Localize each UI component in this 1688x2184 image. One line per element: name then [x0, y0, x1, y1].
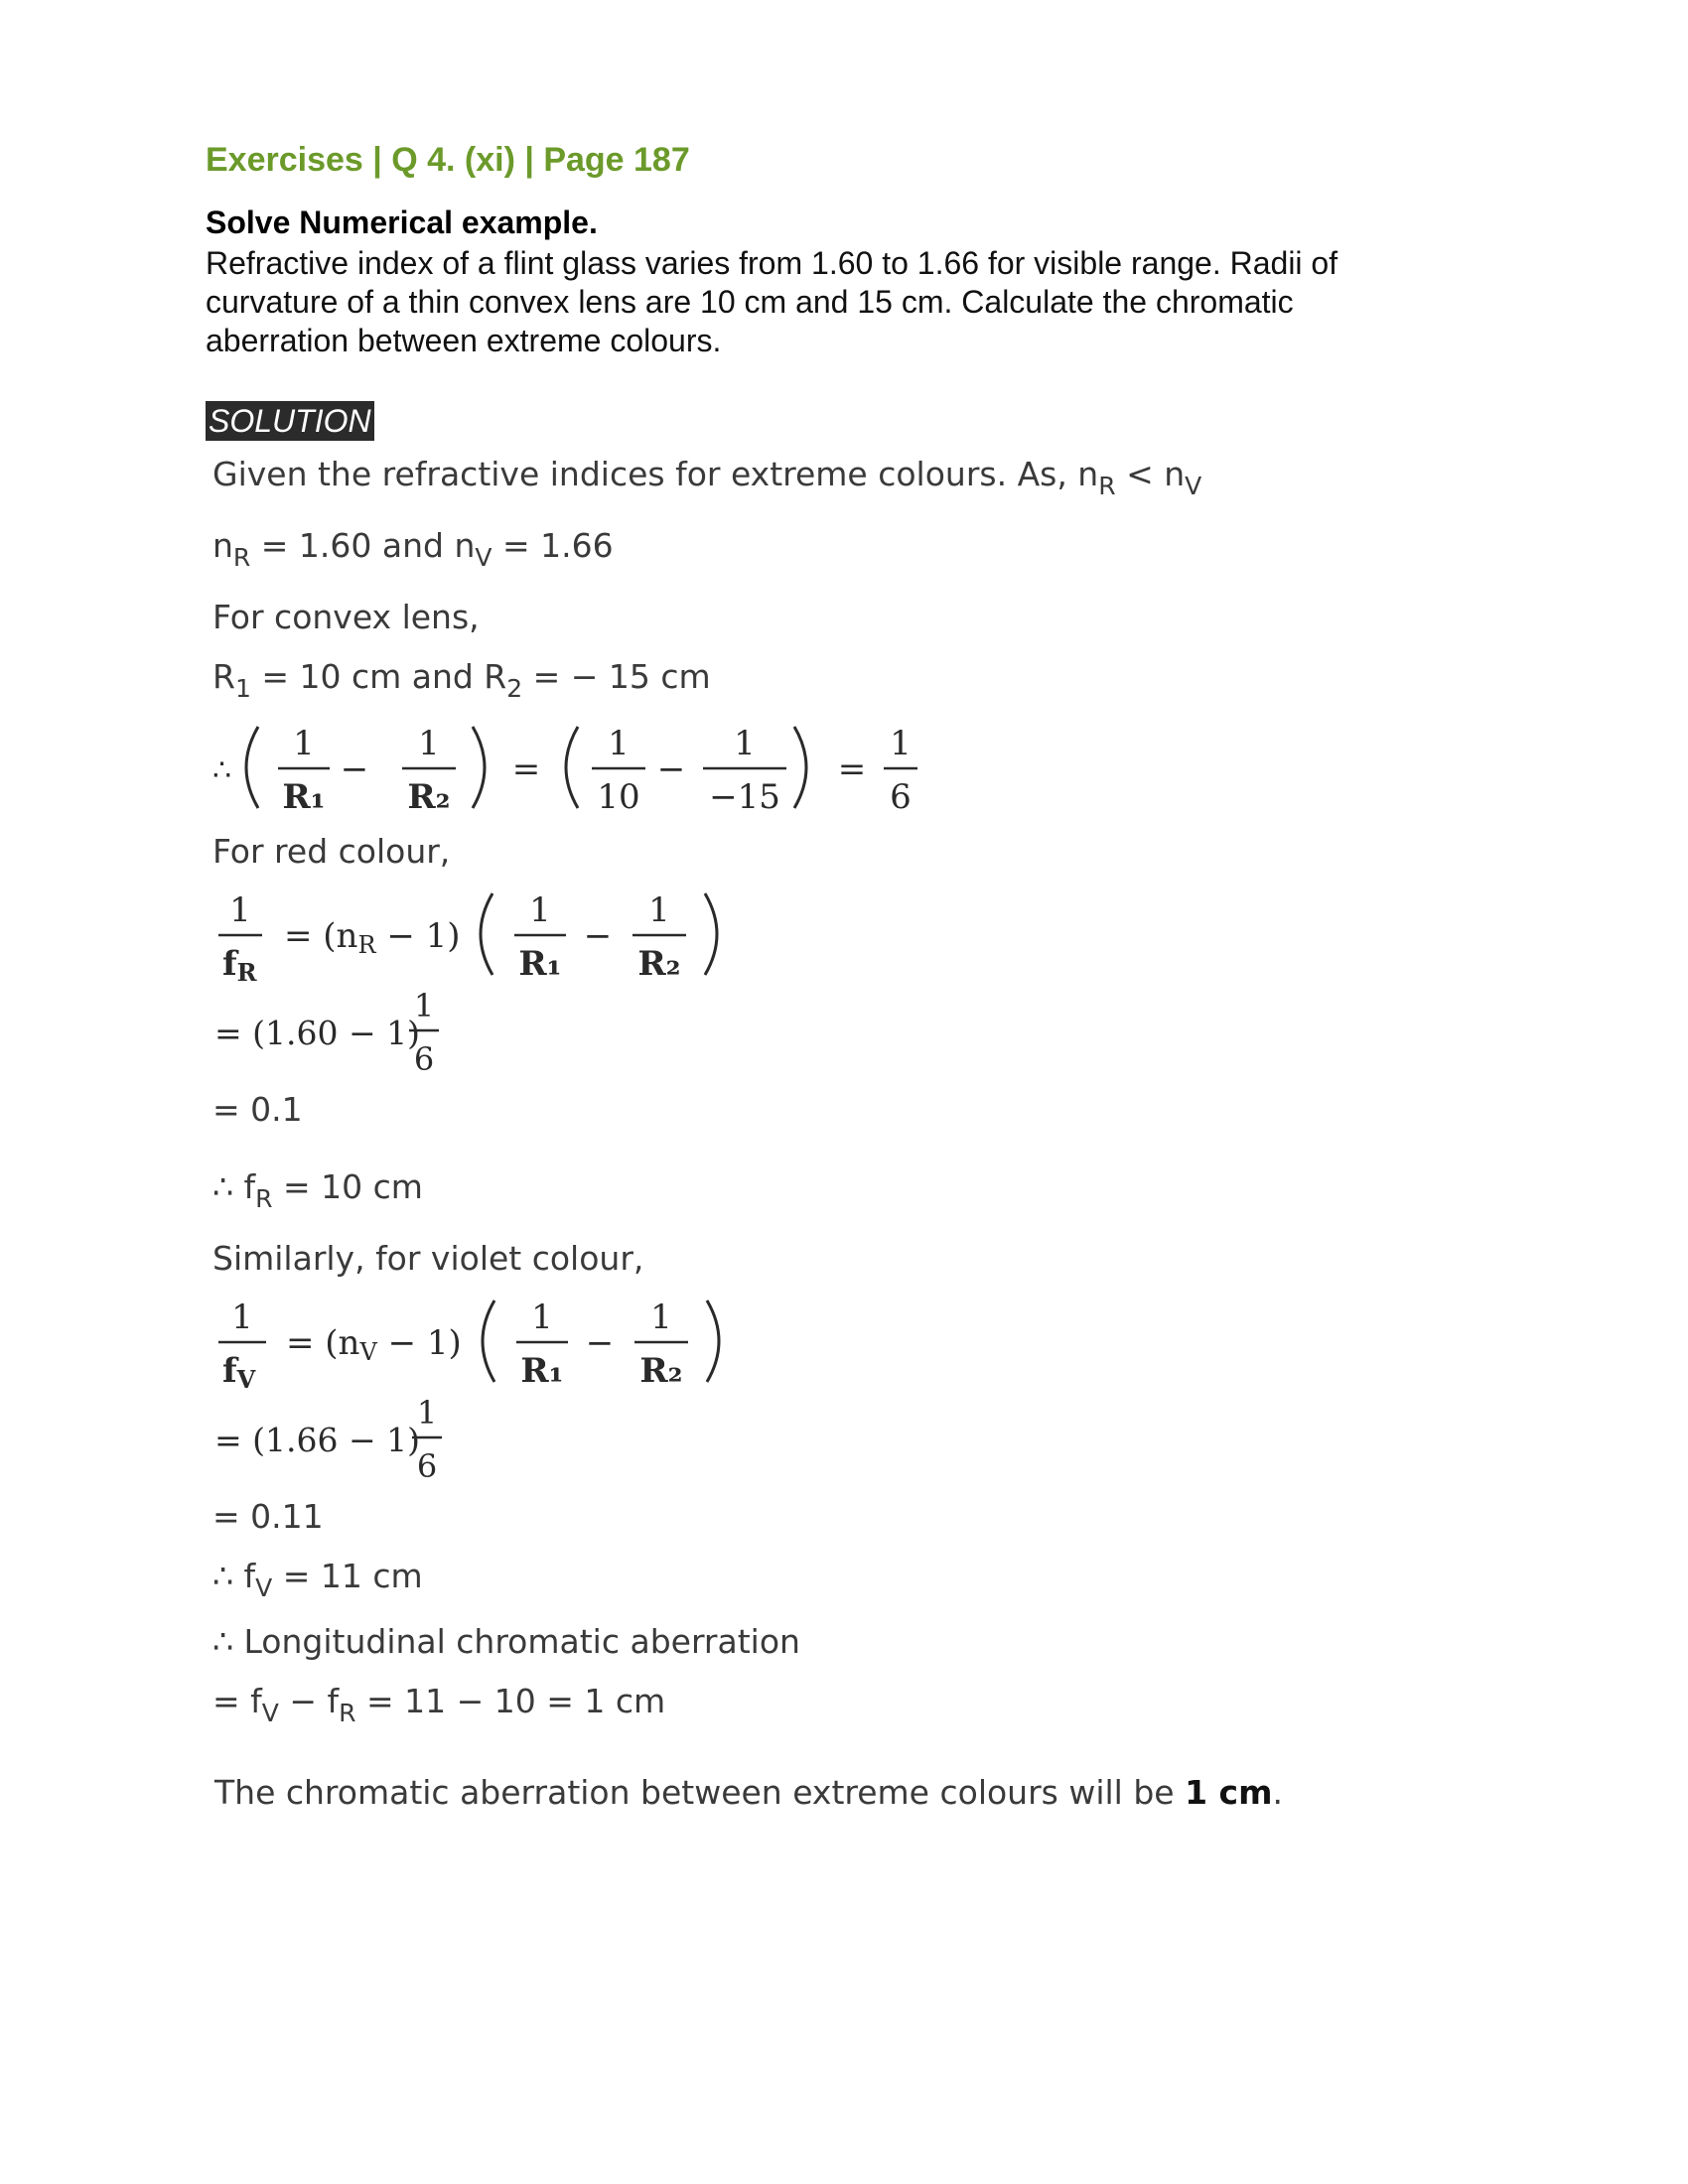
subscript: 2 — [506, 674, 523, 703]
subscript: R — [357, 931, 376, 959]
denominator: −15 — [709, 777, 780, 817]
denominator: R₁ — [520, 1351, 564, 1391]
violet-colour-label: Similarly, for violet colour, — [212, 1239, 644, 1278]
subscript: V — [1185, 472, 1202, 500]
subscript: R — [255, 1184, 273, 1213]
denominator: R₁ — [282, 777, 326, 817]
text: = 1.66 — [492, 526, 614, 565]
subscript: 1 — [234, 674, 251, 703]
denominator: 6 — [890, 777, 912, 817]
numerator: 1 — [531, 1297, 553, 1337]
denominator: R₁ — [518, 944, 562, 984]
minus-sign: − — [583, 916, 613, 956]
denominator: f — [222, 1351, 237, 1391]
text: ∴ f — [212, 1167, 256, 1206]
svg-text:fV — [222, 1351, 256, 1394]
text: = 1.60 and n — [250, 526, 476, 565]
convex-lens-label: For convex lens, — [212, 598, 480, 636]
numerator: 1 — [890, 724, 912, 763]
text: n — [212, 526, 233, 565]
violet-focal-length — [212, 1557, 423, 1602]
minus-sign: − — [585, 1323, 615, 1363]
text: The chromatic aberration between extreme colours will be — [214, 1773, 1186, 1812]
therefore-symbol: ∴ — [212, 753, 232, 788]
exercise-header: Exercises | Q 4. (xi) | Page 187 — [206, 141, 690, 179]
text: − 1) — [375, 916, 461, 956]
text: ∴ f — [212, 1557, 256, 1595]
lca-calculation — [212, 1682, 666, 1727]
numerator: 1 — [734, 724, 756, 763]
denominator: R₂ — [407, 777, 451, 817]
text: = (n — [286, 1323, 360, 1363]
text: = 11 − 10 = 1 cm — [355, 1682, 666, 1720]
red-colour-label: For red colour, — [212, 832, 451, 871]
text: = 10 cm — [272, 1167, 423, 1206]
svg-text:= (nR − 1) — [284, 916, 461, 959]
given-line — [212, 455, 1202, 500]
given-text: Given the refractive indices for extreme colours. As, n — [212, 455, 1099, 493]
text: R — [212, 657, 235, 696]
denominator: 10 — [597, 777, 640, 817]
answer-value: 1 cm — [1185, 1773, 1273, 1812]
denominator: 6 — [416, 1447, 438, 1485]
denominator: f — [222, 944, 237, 984]
radii-line — [212, 657, 711, 703]
subscript: R — [232, 543, 251, 572]
denominator: 6 — [413, 1040, 435, 1078]
svg-text:= (nV − 1) — [286, 1323, 462, 1366]
question-text — [206, 244, 1427, 360]
equation-violet-focal — [211, 1287, 747, 1400]
subscript: V — [475, 543, 492, 572]
text: = 11 cm — [272, 1557, 423, 1595]
red-focal-length — [212, 1167, 423, 1213]
subscript: V — [255, 1573, 273, 1602]
numerator: 1 — [413, 987, 435, 1024]
text: = f — [212, 1682, 262, 1720]
subscript: V — [236, 1365, 256, 1394]
subscript: R — [339, 1699, 356, 1727]
text: . — [1272, 1773, 1283, 1812]
svg-text:fR — [222, 944, 258, 987]
given-text: < n — [1115, 455, 1186, 493]
numerator: 1 — [418, 724, 440, 763]
numerator: 1 — [231, 1297, 253, 1337]
question-heading: Solve Numerical example. — [206, 205, 598, 240]
text: = (1.66 − 1) — [214, 1421, 420, 1459]
equation-red-step — [211, 983, 469, 1086]
subscript: R — [236, 958, 257, 987]
question-line: curvature of a thin convex lens are 10 cm and 15 cm. Calculate the chromatic — [206, 284, 1294, 320]
subscript: R — [1098, 472, 1116, 500]
numerator: 1 — [650, 1297, 672, 1337]
numerator: 1 — [608, 724, 630, 763]
minus-sign: − — [340, 750, 369, 789]
text: = (n — [284, 916, 358, 956]
denominator: R₂ — [639, 1351, 683, 1391]
question-line: Refractive index of a flint glass varies from 1.60 to 1.66 for visible range. Radii of — [206, 245, 1338, 281]
solution-badge: SOLUTION — [206, 401, 374, 441]
red-value: = 0.1 — [212, 1090, 303, 1129]
numerator: 1 — [648, 890, 670, 930]
numerator: 1 — [229, 890, 251, 930]
numerator: 1 — [529, 890, 551, 930]
text: = (1.60 − 1) — [214, 1014, 420, 1052]
equation-red-focal — [211, 880, 747, 993]
equation-violet-step — [211, 1390, 469, 1493]
final-answer — [214, 1773, 1283, 1812]
question-line: aberration between extreme colours. — [206, 323, 722, 358]
text: = − 15 cm — [522, 657, 711, 696]
lca-label: ∴ Longitudinal chromatic aberration — [212, 1622, 800, 1661]
denominator: R₂ — [637, 944, 681, 984]
refractive-indices-line — [212, 526, 614, 572]
numerator: 1 — [293, 724, 315, 763]
equals-sign: = — [837, 750, 867, 789]
subscript: V — [261, 1699, 279, 1727]
violet-value: = 0.11 — [212, 1497, 324, 1536]
equals-sign: = — [511, 750, 541, 789]
equation-lens-term — [209, 713, 943, 826]
text: − f — [278, 1682, 340, 1720]
numerator: 1 — [416, 1394, 438, 1432]
text: = 10 cm and R — [250, 657, 507, 696]
text: − 1) — [376, 1323, 462, 1363]
subscript: V — [359, 1338, 377, 1366]
minus-sign: − — [656, 750, 686, 789]
